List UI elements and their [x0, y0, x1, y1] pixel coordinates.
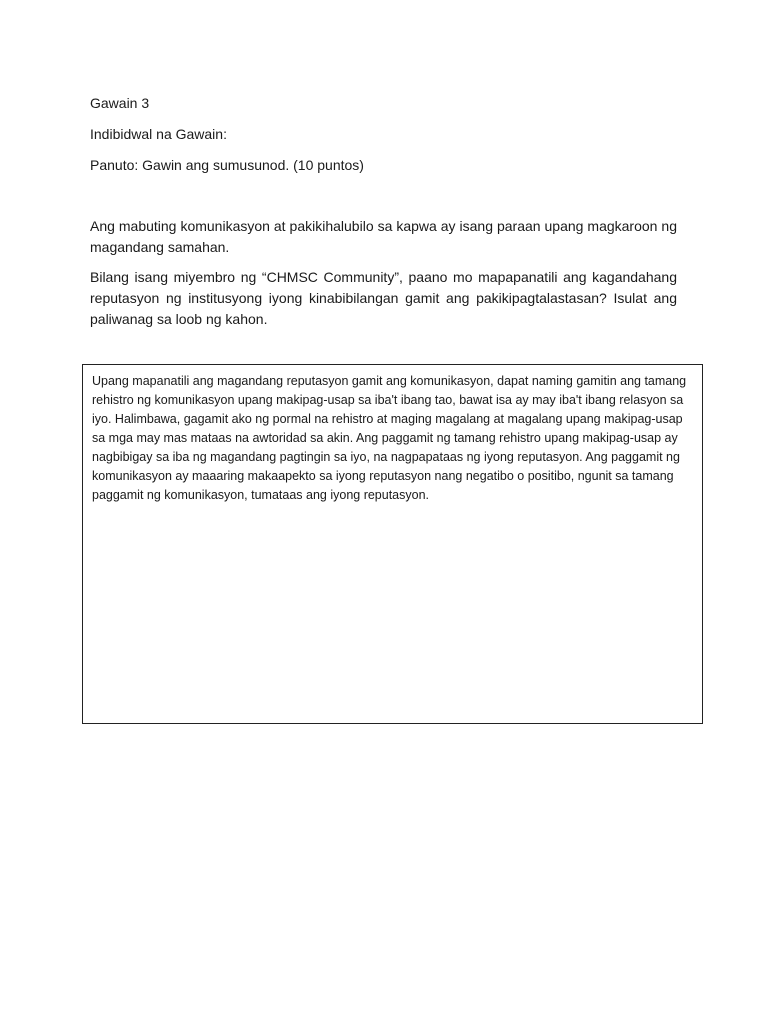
- question-paragraph: Bilang isang miyembro ng “CHMSC Community”, paano mo mapapanatili ang kagandahang reputasyon ng institusyong iyong kinabibilangan gamit ang pakikipagtalastasan? Isulat ang paliwanag sa loob ng kahon.: [90, 269, 677, 327]
- instruction-line: Panuto: Gawin ang sumusunod. (10 puntos): [90, 157, 364, 173]
- answer-text: Upang mapanatili ang magandang reputasyon gamit ang komunikasyon, dapat naming gamitin ang tamang rehistro ng komunikasyon upang makipag-usap sa iba't ibang tao, bawat isa ay may iba't ibang relasyon sa iyo. Halimbawa, gagamit ako ng pormal na rehistro at maging magalang at magalang upang makipag-usap sa mga may mas mataas na awtoridad sa akin. Ang paggamit ng tamang rehistro upang makipag-usap ay nagbibigay sa iba ng magandang pagtingin sa iyo, na nagpapataas ng iyong reputasyon. Ang paggamit ng komunikasyon ay maaaring makaapekto sa iyong reputasyon nang negatibo o positibo, ngunit sa tamang paggamit ng komunikasyon, tumataas ang iyong reputasyon.: [92, 374, 687, 502]
- activity-title: Gawain 3: [90, 95, 150, 111]
- intro-paragraph: Ang mabuting komunikasyon at pakikihalubilo sa kapwa ay isang paraan upang magkaroon ng magandang samahan.: [90, 218, 677, 255]
- answer-box: [82, 364, 703, 724]
- activity-type: Indibidwal na Gawain:: [90, 126, 227, 142]
